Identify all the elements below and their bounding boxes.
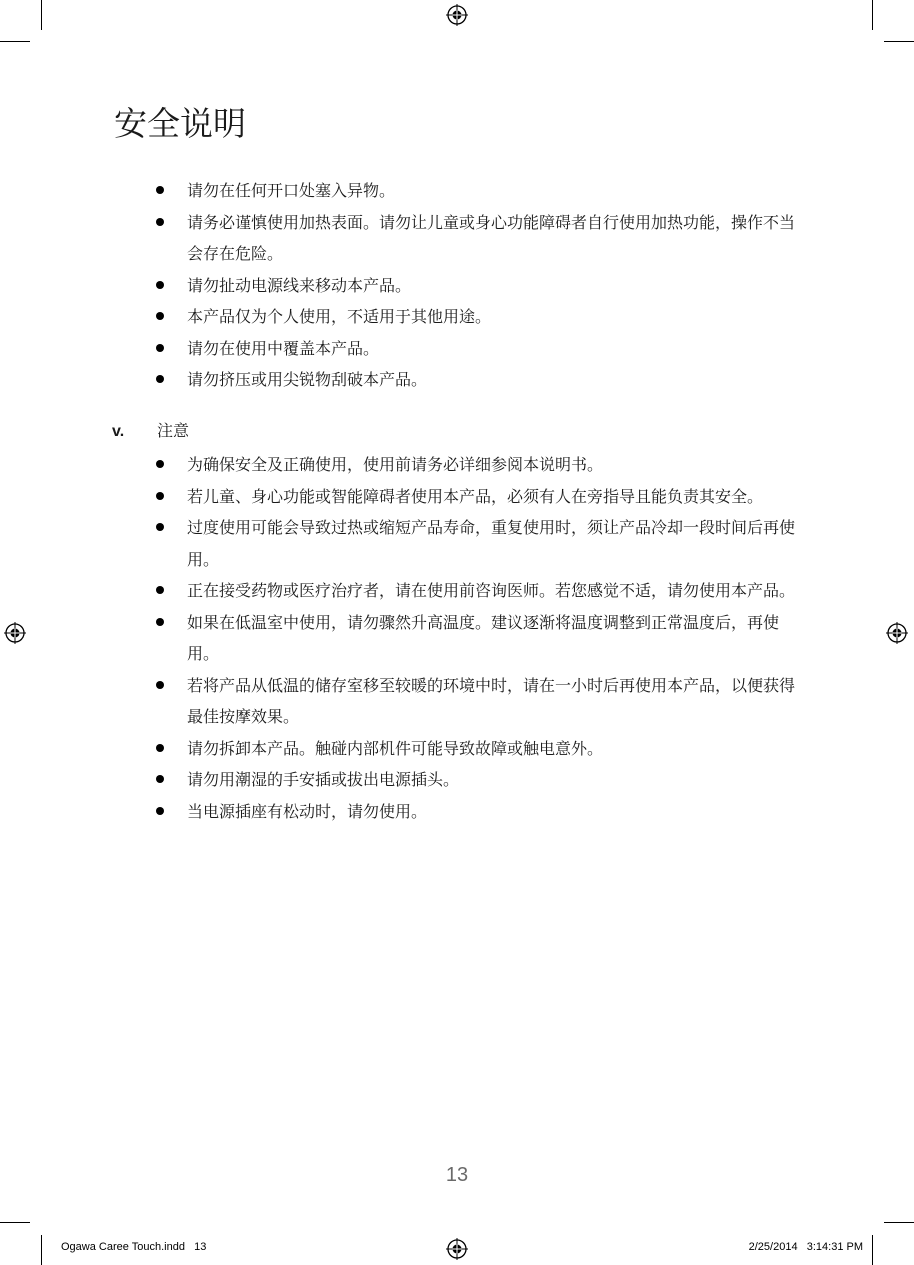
list-item-text: 若将产品从低温的储存室移至较暖的环境中时，请在一小时后再使用本产品，以便获得最佳按摩效果。 [187, 675, 796, 726]
bullet-icon [156, 281, 164, 289]
bullet-icon [156, 218, 164, 226]
page-number: 13 [445, 1164, 469, 1186]
bullet-icon [156, 186, 164, 194]
list-item [155, 207, 800, 270]
list-item-text: 请务必谨慎使用加热表面。请勿让儿童或身心功能障碍者自行使用加热功能，操作不当会存在危险。 [187, 212, 796, 263]
list-item-text: 请勿用潮湿的手安插或拔出电源插头。 [187, 770, 460, 789]
safety-list [155, 175, 800, 396]
crop-mark-bottom-left-h [0, 1222, 30, 1223]
crop-mark-top-left-h [0, 41, 30, 42]
page-title: 安全说明 [114, 104, 246, 143]
list-item [155, 670, 800, 733]
list-item-text: 若儿童、身心功能或智能障碍者使用本产品，必须有人在旁指导且能负责其安全。 [187, 486, 764, 506]
registration-mark-icon [886, 622, 908, 644]
bullet-icon [156, 375, 164, 383]
list-item [155, 301, 800, 333]
caution-list [155, 449, 800, 827]
crop-mark-top-left [41, 0, 42, 30]
list-item-text: 请勿在任何开口处塞入异物。 [187, 181, 396, 200]
crop-mark-bottom-left [41, 1235, 42, 1265]
list-item [155, 481, 800, 513]
list-item-text: 为确保安全及正确使用，使用前请务必详细参阅本说明书。 [187, 455, 604, 474]
registration-mark-icon [4, 622, 26, 644]
list-item-text: 过度使用可能会导致过热或缩短产品寿命，重复使用时，须让产品冷却一段时间后再使用。 [187, 518, 796, 569]
registration-mark-icon [446, 4, 468, 26]
bullet-icon [156, 775, 164, 783]
list-item-text: 当电源插座有松动时，请勿使用。 [187, 801, 428, 821]
bullet-icon [156, 744, 164, 752]
bullet-icon [156, 523, 164, 531]
crop-mark-top-right-h [884, 41, 914, 42]
footer-file-slug: Ogawa Caree Touch.indd 13 [61, 1241, 207, 1253]
list-item [155, 607, 800, 670]
footer-timestamp-slug: 2/25/2014 3:14:31 PM [748, 1241, 863, 1253]
bullet-icon [156, 344, 164, 352]
bullet-icon [156, 312, 164, 320]
bullet-icon [156, 460, 164, 468]
list-item-text: 本产品仅为个人使用，不适用于其他用途。 [187, 307, 492, 326]
list-item-text: 请勿挤压或用尖锐物刮破本产品。 [187, 370, 428, 389]
list-item [155, 270, 800, 302]
section-heading [112, 417, 189, 446]
section-title: 注意 [157, 421, 190, 440]
list-item-text: 如果在低温室中使用，请勿骤然升高温度。建议逐渐将温度调整到正常温度后，再使用。 [187, 612, 780, 663]
crop-mark-top-right [872, 0, 873, 30]
list-item [155, 796, 800, 828]
list-item-text: 请勿拆卸本产品。触碰内部机件可能导致故障或触电意外。 [187, 738, 604, 758]
bullet-icon [156, 586, 164, 594]
registration-mark-icon [446, 1238, 468, 1260]
list-item [155, 733, 800, 765]
list-item [155, 512, 800, 575]
list-item [155, 333, 800, 365]
bullet-icon [156, 618, 164, 626]
list-item [155, 449, 800, 481]
list-item [155, 364, 800, 396]
list-item-text: 请勿扯动电源线来移动本产品。 [187, 275, 412, 295]
crop-mark-bottom-right-h [884, 1222, 914, 1223]
crop-mark-bottom-right [872, 1235, 873, 1265]
list-item-text: 正在接受药物或医疗治疗者，请在使用前咨询医师。若您感觉不适，请勿使用本产品。 [187, 581, 796, 600]
section-number: v. [112, 423, 125, 440]
bullet-icon [156, 492, 164, 500]
bullet-icon [156, 807, 164, 815]
list-item [155, 764, 800, 796]
bullet-icon [156, 681, 164, 689]
list-item [155, 575, 800, 607]
list-item-text: 请勿在使用中覆盖本产品。 [187, 338, 380, 358]
list-item [155, 175, 800, 207]
